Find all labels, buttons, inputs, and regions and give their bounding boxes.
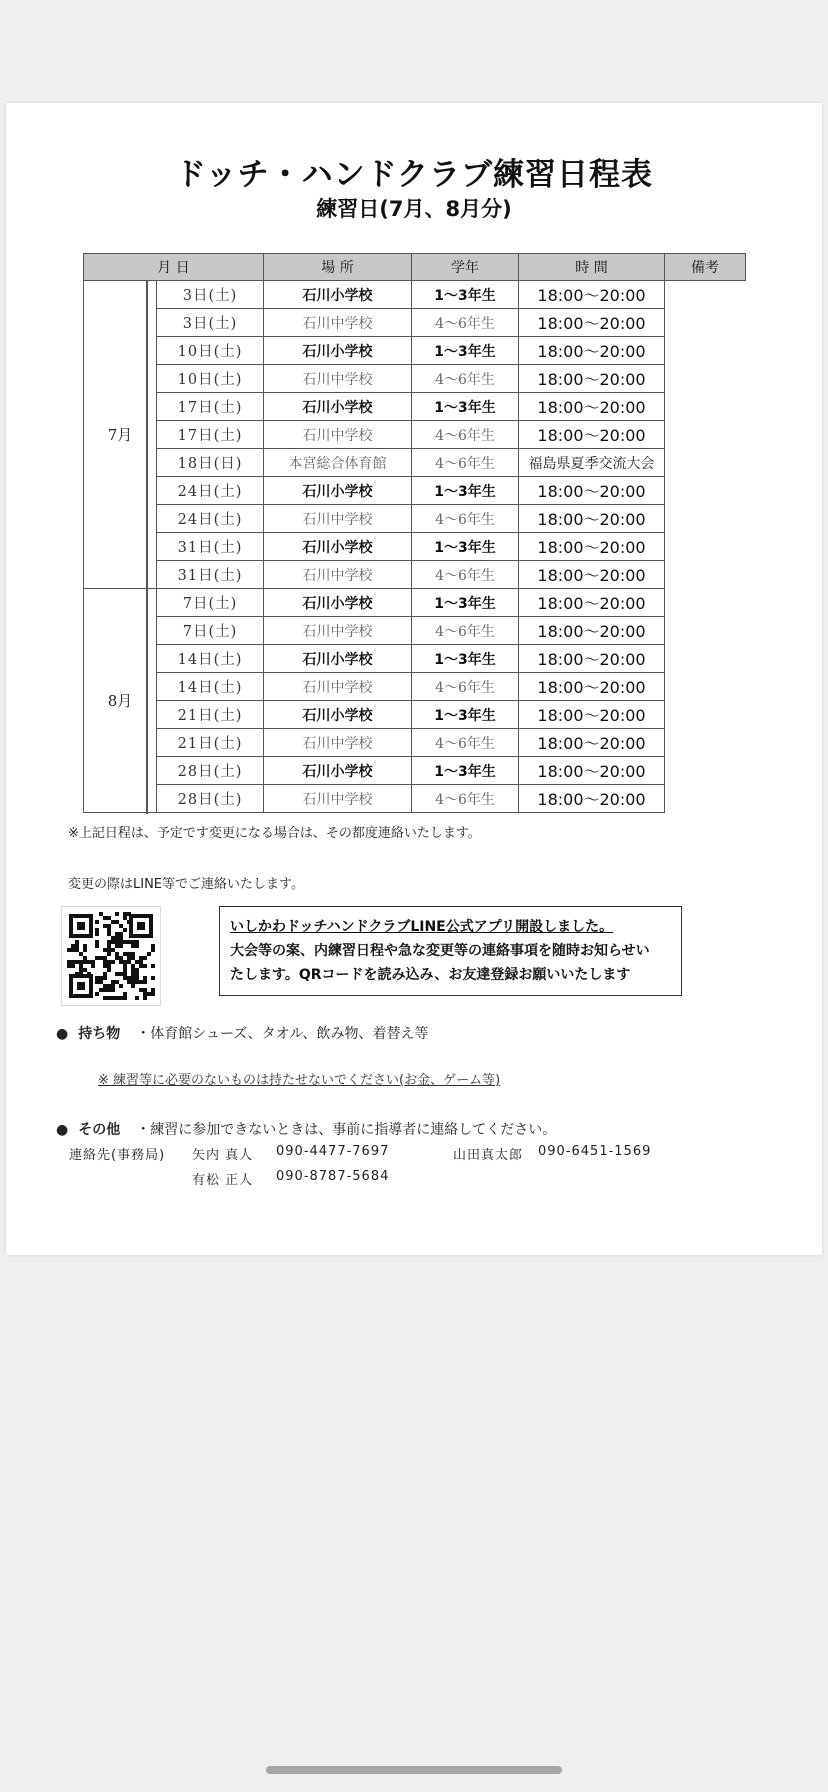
place-cell: 石川小学校 [264,757,412,785]
time-cell: 18:00〜20:00 [519,701,665,729]
grade-cell: 4〜6年生 [412,617,519,645]
header-time: 時 間 [519,254,665,281]
time-cell: 18:00〜20:00 [519,365,665,393]
day-cell: 21日(土) [157,701,264,729]
belongings-label: 持ち物 [78,1026,121,1042]
table-row [84,505,746,533]
place-cell: 石川中学校 [264,505,412,533]
place-cell: 石川小学校 [264,533,412,561]
grade-cell: 1〜3年生 [412,393,519,421]
time-cell: 18:00〜20:00 [519,281,665,309]
day-cell: 7日(土) [157,617,264,645]
note-cell [146,589,148,618]
day-cell: 10日(土) [157,365,264,393]
table-row [84,673,746,701]
line-announcement-box [219,906,682,996]
table-row [84,477,746,505]
time-cell: 18:00〜20:00 [519,617,665,645]
header-date: 月 日 [84,254,264,281]
time-cell: 18:00〜20:00 [519,561,665,589]
time-cell: 18:00〜20:00 [519,421,665,449]
month-cell: 7月 [84,281,157,589]
day-cell: 10日(土) [157,337,264,365]
schedule-table [83,253,746,813]
header-grade: 学年 [412,254,519,281]
note-cell [146,309,148,338]
table-row [84,729,746,757]
day-cell: 28日(土) [157,785,264,813]
time-cell: 18:00〜20:00 [519,533,665,561]
time-cell: 18:00〜20:00 [519,589,665,617]
grade-cell: 4〜6年生 [412,309,519,337]
grade-cell: 4〜6年生 [412,421,519,449]
day-cell: 18日(日) [157,449,264,477]
document-title: ドッチ・ハンドクラブ練習日程表 [174,157,654,193]
table-row [84,337,746,365]
bullet-dot-icon: ● [56,1026,69,1042]
day-cell: 24日(土) [157,477,264,505]
month-cell: 8月 [84,589,157,813]
grade-cell: 1〜3年生 [412,757,519,785]
time-cell: 18:00〜20:00 [519,729,665,757]
table-header-row [84,254,746,281]
note-cell [146,701,148,730]
time-cell: 18:00〜20:00 [519,309,665,337]
grade-cell: 1〜3年生 [412,533,519,561]
place-cell: 石川中学校 [264,421,412,449]
day-cell: 3日(土) [157,281,264,309]
day-cell: 14日(土) [157,673,264,701]
time-cell: 18:00〜20:00 [519,505,665,533]
time-cell: 18:00〜20:00 [519,645,665,673]
home-indicator[interactable] [266,1766,562,1774]
day-cell: 31日(土) [157,561,264,589]
grade-cell: 1〜3年生 [412,645,519,673]
line-announcement-head: いしかわドッチハンドクラブLINE公式アプリ開設しました。 [230,919,614,935]
note-cell [146,421,148,450]
place-cell: 石川中学校 [264,785,412,813]
note-cell [146,365,148,394]
note-cell [146,337,148,366]
belongings-row [56,1023,429,1043]
document-page [6,103,822,1255]
table-row [84,449,746,477]
table-row [84,561,746,589]
table-row [84,589,746,617]
bullet-dot-icon: ● [56,1122,69,1138]
note-cell [146,729,148,758]
contact-label: 連絡先(事務局) [69,1148,166,1163]
contact-phone-3: 090-8787-5684 [276,1169,390,1184]
place-cell: 石川小学校 [264,281,412,309]
header-place: 場 所 [264,254,412,281]
contact-name-3: 有松 正人 [192,1173,254,1188]
table-row [84,645,746,673]
grade-cell: 4〜6年生 [412,365,519,393]
grade-cell: 4〜6年生 [412,785,519,813]
day-cell: 28日(土) [157,757,264,785]
place-cell: 石川小学校 [264,645,412,673]
day-cell: 7日(土) [157,589,264,617]
place-cell: 石川小学校 [264,393,412,421]
table-row [84,533,746,561]
note-cell [146,561,148,590]
day-cell: 17日(土) [157,393,264,421]
header-note: 備考 [665,254,746,281]
line-announcement-text-1: 大会等の案、内練習日程や急な変更等の連絡事項を随時お知らせい [230,943,650,959]
note-cell [146,757,148,786]
place-cell: 石川中学校 [264,309,412,337]
day-cell: 3日(土) [157,309,264,337]
belongings-text: ・体育館シューズ、タオル、飲み物、着替え等 [136,1026,429,1042]
grade-cell: 4〜6年生 [412,673,519,701]
note-cell [146,281,148,310]
grade-cell: 4〜6年生 [412,729,519,757]
table-row [84,393,746,421]
note-cell [146,449,148,478]
day-cell: 17日(土) [157,421,264,449]
time-cell: 18:00〜20:00 [519,757,665,785]
day-cell: 24日(土) [157,505,264,533]
place-cell: 石川中学校 [264,365,412,393]
line-announcement-text-2: たします。QRコードを読み込み、お友達登録お願いいたします [230,967,631,983]
time-cell: 福島県夏季交流大会 [519,449,665,477]
contact-name-1: 矢内 真人 [192,1148,254,1163]
grade-cell: 1〜3年生 [412,337,519,365]
grade-cell: 1〜3年生 [412,701,519,729]
day-cell: 14日(土) [157,645,264,673]
note-cell [146,673,148,702]
time-cell: 18:00〜20:00 [519,337,665,365]
table-row [84,309,746,337]
line-qr-code [61,906,161,1006]
time-cell: 18:00〜20:00 [519,477,665,505]
grade-cell: 1〜3年生 [412,281,519,309]
grade-cell: 1〜3年生 [412,589,519,617]
note-cell [146,533,148,562]
place-cell: 石川中学校 [264,561,412,589]
grade-cell: 1〜3年生 [412,477,519,505]
table-row [84,785,746,813]
contact-phone-1: 090-4477-7697 [276,1144,390,1159]
table-row [84,701,746,729]
note-cell [146,617,148,646]
change-note: 変更の際はLINE等でご連絡いたします。 [68,877,304,892]
other-text: ・練習に参加できないときは、事前に指導者に連絡してください。 [136,1122,557,1138]
contact-name-2: 山田真太郎 [453,1148,524,1163]
place-cell: 石川小学校 [264,477,412,505]
place-cell: 石川中学校 [264,673,412,701]
table-row [84,617,746,645]
table-row [84,421,746,449]
day-cell: 31日(土) [157,533,264,561]
place-cell: 石川中学校 [264,729,412,757]
note-cell [146,477,148,506]
place-cell: 本宮総合体育館 [264,449,412,477]
contact-phone-2: 090-6451-1569 [538,1144,652,1159]
place-cell: 石川小学校 [264,701,412,729]
grade-cell: 4〜6年生 [412,505,519,533]
time-cell: 18:00〜20:00 [519,785,665,813]
schedule-note: ※上記日程は、予定です変更になる場合は、その都度連絡いたします。 [68,826,481,841]
place-cell: 石川小学校 [264,337,412,365]
note-cell [146,393,148,422]
other-row [56,1119,556,1139]
time-cell: 18:00〜20:00 [519,673,665,701]
grade-cell: 4〜6年生 [412,449,519,477]
qr-code-icon [62,907,160,1005]
place-cell: 石川中学校 [264,617,412,645]
grade-cell: 4〜6年生 [412,561,519,589]
table-row [84,365,746,393]
belongings-subnote: ※ 練習等に必要のないものは持たせないでください(お金、ゲーム等) [98,1073,501,1088]
time-cell: 18:00〜20:00 [519,393,665,421]
note-cell [146,645,148,674]
document-subtitle: 練習日(7月、8月分) [316,197,512,221]
place-cell: 石川小学校 [264,589,412,617]
day-cell: 21日(土) [157,729,264,757]
table-row [84,757,746,785]
note-cell [146,785,148,814]
table-row [84,281,746,309]
other-label: その他 [78,1122,121,1138]
note-cell [146,505,148,534]
